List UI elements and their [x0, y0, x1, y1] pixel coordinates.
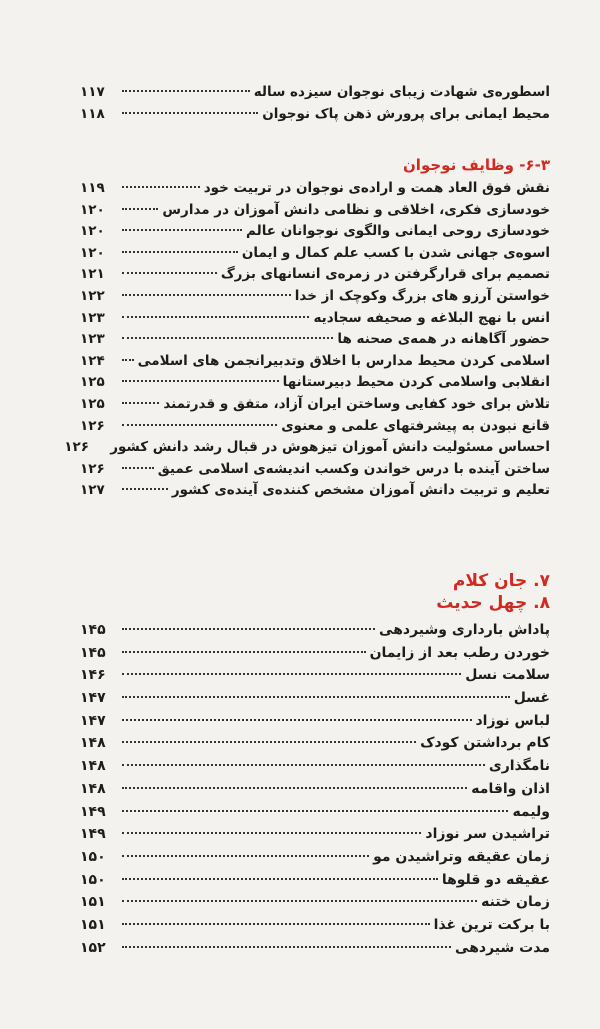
toc-entry-title: خواستن آرزو های بزرگ وکوچک از خدا [294, 287, 550, 304]
dot-leader [122, 337, 333, 339]
toc-entry-page: ۱۲۳ [80, 331, 105, 348]
toc-entry[interactable] [80, 394, 550, 416]
toc-entry[interactable] [80, 459, 550, 481]
toc-entry-page: ۱۴۸ [80, 758, 106, 775]
toc-entry-title: احساس مسئولیت دانش آموزان تیزهوش در قبال رشد دانش کشور [110, 439, 550, 456]
toc-entry-title: زمان عقیقه وتراشیدن مو [373, 848, 550, 865]
toc-entry-title: نامگذاری [488, 758, 550, 775]
toc-entry[interactable] [80, 732, 550, 755]
toc-entry[interactable] [80, 664, 550, 687]
toc-entry[interactable] [80, 200, 550, 222]
toc-entry[interactable] [80, 846, 550, 869]
toc-entry[interactable] [80, 416, 550, 438]
dot-leader [122, 316, 309, 318]
toc-entry-title: حضور آگاهانه در همه‌ی صحنه ها [337, 331, 550, 348]
toc-entry-page: ۱۴۹ [80, 826, 106, 843]
toc-entry-title: سلامت نسل [465, 667, 550, 684]
dot-leader [122, 900, 477, 902]
toc-entry-page: ۱۲۶ [64, 439, 89, 456]
toc-entry-page: ۱۲۲ [80, 287, 105, 304]
toc-entry-title: کام برداشتن کودک [420, 735, 550, 752]
toc-entry-title: ساختن آینده با درس خواندن وکسب اندیشه‌ی اسلامی عمیق [157, 460, 550, 477]
dot-leader [122, 923, 430, 925]
toc-entry-page: ۱۲۰ [80, 223, 105, 240]
section-heading-teen-duties: ۶-۳- وظایف نوجوان [403, 156, 550, 174]
toc-entry[interactable] [80, 243, 550, 265]
dot-leader [122, 90, 250, 92]
toc-entry-title: نقش فوق العاد همت و اراده‌ی نوجوان در تربیت خود [203, 180, 550, 196]
dot-leader [122, 787, 467, 789]
toc-entry[interactable] [80, 372, 550, 394]
dot-leader [122, 488, 168, 490]
toc-entry[interactable] [80, 914, 550, 937]
dot-leader [122, 832, 421, 834]
dot-leader [122, 719, 472, 721]
dot-leader [122, 208, 158, 210]
toc-entry-title: با برکت ترین غذا [433, 916, 550, 933]
toc-entry-title: قانع نبودن به پیشرفتهای علمی و معنوی [281, 417, 550, 434]
toc-entry[interactable] [80, 755, 550, 778]
toc-entry[interactable] [80, 778, 550, 801]
dot-leader [122, 946, 451, 948]
dot-leader [122, 810, 508, 812]
dot-leader [122, 402, 159, 404]
toc-entry[interactable] [80, 937, 550, 960]
toc-top-entries [80, 82, 550, 125]
toc-entry[interactable] [80, 351, 550, 373]
toc-entry[interactable] [80, 104, 550, 126]
toc-section-headings [80, 570, 550, 614]
toc-entry-title: محیط ایمانی برای پرورش ذهن پاک نوجوان [262, 105, 550, 122]
toc-entry-page: ۱۲۳ [80, 309, 105, 326]
toc-entry[interactable] [80, 801, 550, 824]
dot-leader [122, 764, 485, 766]
toc-entry-page: ۱۴۹ [80, 803, 106, 820]
toc-entry-title: خودسازی روحی ایمانی والگوی نوجوانان عالم [246, 223, 550, 240]
toc-entry-page: ۱۴۶ [80, 667, 106, 684]
toc-entry-title: لباس نوزاد [475, 712, 550, 729]
toc-entry-page: ۱۲۰ [80, 244, 105, 261]
toc-entry-page: ۱۴۸ [80, 735, 106, 752]
toc-entry-page: ۱۴۷ [80, 712, 106, 729]
toc-entry-title: غسل [513, 690, 550, 707]
toc-entry-page: ۱۴۵ [80, 622, 106, 638]
toc-entry-title: عقیقه دو قلوها [441, 871, 550, 888]
dot-leader [122, 359, 134, 361]
toc-entry-page: ۱۵۰ [80, 871, 106, 888]
toc-entry-page: ۱۲۶ [80, 460, 105, 477]
toc-entry-title: خودسازی فکری، اخلاقی و نظامی دانش آموزان در مدارس [162, 201, 550, 218]
toc-entry[interactable] [80, 329, 550, 351]
dot-leader [122, 424, 277, 426]
toc-entry-page: ۱۲۵ [80, 395, 105, 412]
dot-leader [122, 112, 258, 114]
dot-leader [122, 251, 238, 253]
dot-leader [122, 294, 291, 296]
toc-entry-list [64, 178, 550, 502]
dot-leader [122, 878, 438, 880]
dot-leader [122, 467, 154, 469]
toc-entry-title: تراشیدن سر نوزاد [425, 826, 550, 843]
toc-entry-title: خوردن رطب بعد از زایمان [369, 644, 550, 661]
dot-leader [122, 741, 416, 743]
dot-leader [122, 628, 375, 630]
toc-entry-title: ولیمه [512, 803, 550, 820]
dot-leader [122, 673, 461, 675]
toc-section-forty-hadith [80, 619, 550, 959]
section-heading-jan-kalam: ۷. جان کلام [452, 571, 550, 591]
dot-leader [122, 380, 279, 382]
toc-entry-page: ۱۲۰ [80, 201, 105, 218]
toc-entry[interactable] [80, 823, 550, 846]
toc-entry-page: ۱۲۱ [80, 266, 105, 283]
toc-entry-page: ۱۱۸ [80, 105, 105, 122]
dot-leader [122, 229, 242, 231]
toc-entry-title: مدت شیردهی [455, 939, 550, 956]
toc-entry[interactable] [80, 82, 550, 104]
toc-entry-page: ۱۱۷ [80, 84, 105, 100]
toc-entry[interactable] [80, 710, 550, 733]
toc-entry-title: اسلامی کردن محیط مدارس با اخلاق وتدبیرانجمن های اسلامی [137, 352, 550, 369]
toc-entry[interactable] [80, 286, 550, 308]
toc-entry-title: زمان ختنه [481, 894, 550, 911]
toc-entry-title: انس با نهج البلاغه و صحیفه سجادیه [313, 309, 550, 326]
toc-section-teen-duties [64, 146, 550, 502]
toc-entry-page: ۱۵۲ [80, 939, 106, 956]
toc-entry-title: اذان واقامه [471, 780, 550, 797]
toc-entry-title: اسطوره‌ی شهادت زیبای نوجوان سیزده ساله [253, 84, 550, 100]
toc-entry-page: ۱۵۱ [80, 894, 106, 911]
toc-entry[interactable] [64, 437, 550, 459]
toc-entry-title: پاداش بارداری وشیردهی [379, 622, 550, 638]
toc-entry-title: تصمیم برای قرارگرفتن در زمره‌ی انسانهای بزرگ [220, 266, 550, 283]
toc-entry-page: ۱۴۸ [80, 780, 106, 797]
toc-entry[interactable] [80, 891, 550, 914]
dot-leader [122, 272, 217, 274]
toc-entry-title: اسوه‌ی جهانی شدن با کسب علم کمال و ایمان [241, 244, 550, 261]
toc-entry-title: انقلابی واسلامی کردن محیط دبیرستانها [282, 374, 550, 391]
toc-entry[interactable] [80, 308, 550, 330]
dot-leader [122, 186, 200, 188]
dot-leader [122, 651, 366, 653]
toc-entry[interactable] [80, 221, 550, 243]
toc-entry[interactable] [80, 619, 550, 642]
toc-entry-page: ۱۵۱ [80, 916, 106, 933]
toc-entry[interactable] [80, 178, 550, 200]
toc-entry[interactable] [80, 264, 550, 286]
toc-entry-title: تلاش برای خود کفایی وساختن ایران آزاد، متفق و قدرتمند [163, 395, 550, 412]
toc-entry-page: ۱۵۰ [80, 848, 106, 865]
toc-entry-page: ۱۲۵ [80, 374, 105, 391]
toc-entry[interactable] [80, 687, 550, 710]
toc-entry[interactable] [80, 642, 550, 665]
toc-entry-page: ۱۲۷ [80, 482, 105, 499]
dot-leader [122, 855, 369, 857]
toc-entry-page: ۱۴۷ [80, 690, 106, 707]
section-heading-forty-hadith: ۸. چهل حدیث [436, 593, 550, 613]
dot-leader [122, 696, 510, 698]
toc-entry-page: ۱۲۴ [80, 352, 105, 369]
toc-entry-title: تعلیم و تربیت دانش آموزان مشخص کننده‌ی آینده‌ی کشور [171, 482, 550, 499]
toc-entry-page: ۱۱۹ [80, 180, 105, 196]
toc-entry[interactable] [80, 480, 550, 502]
toc-entry[interactable] [80, 869, 550, 892]
toc-entry-page: ۱۴۵ [80, 644, 106, 661]
toc-entry-page: ۱۲۶ [80, 417, 105, 434]
